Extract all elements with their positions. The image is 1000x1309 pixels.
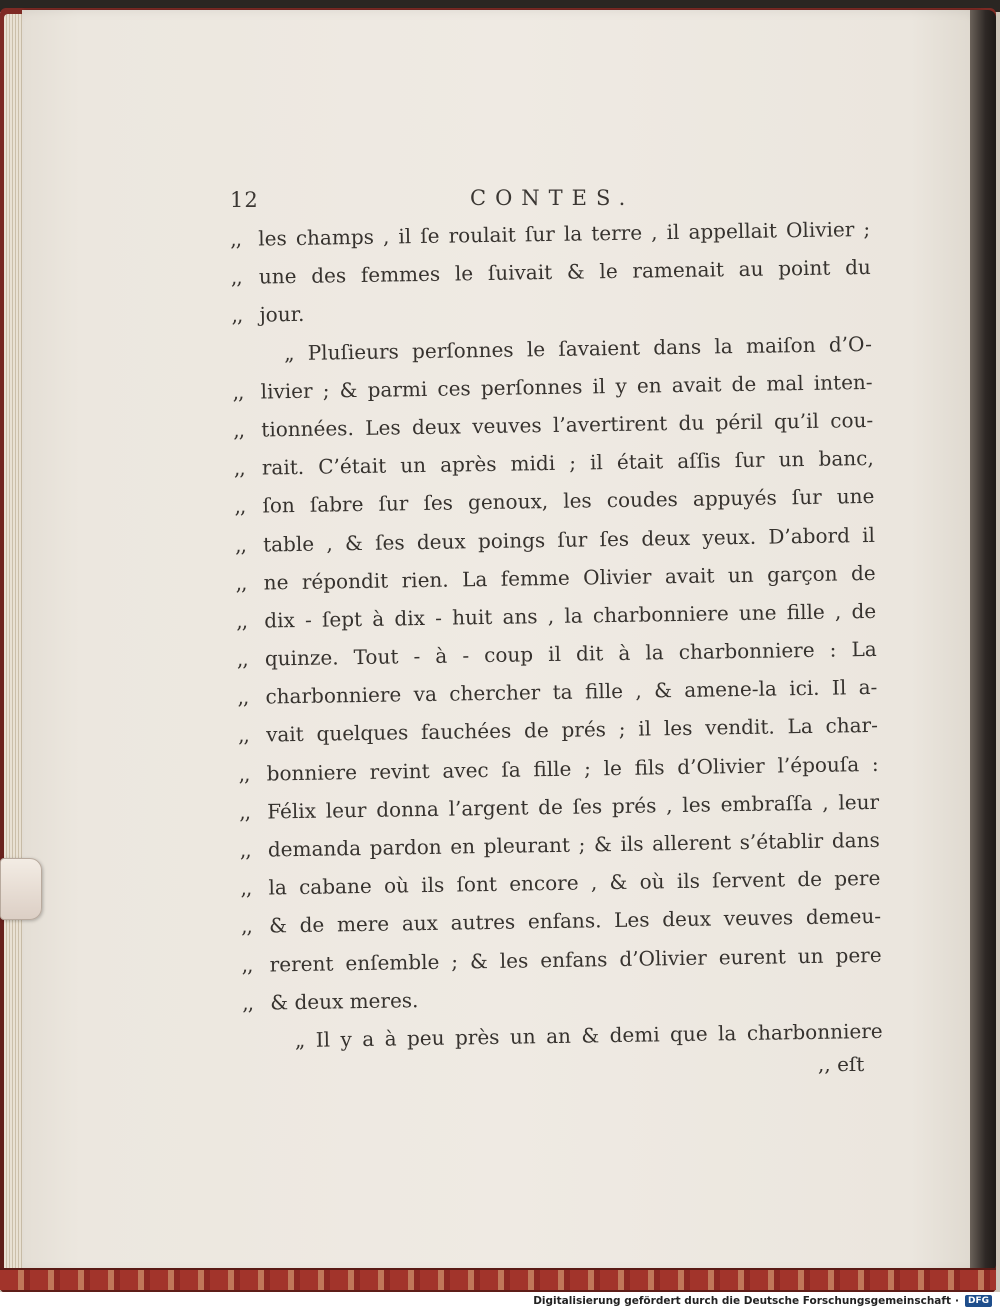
quote-mark: ,,	[237, 723, 250, 748]
quote-mark: ,,	[238, 761, 250, 786]
line-text: ne répondit rien. La femme Olivier avait un garçon de	[263, 560, 876, 595]
quote-mark: ,,	[231, 303, 243, 328]
line-text: la cabane où ils ſont encore , & où ils ſervent de pere	[268, 866, 881, 900]
line-text: livier ; & parmi ces perſonnes il y en avait de mal inten-	[260, 369, 873, 404]
credit-text: Digitalisierung gefördert durch die Deutsche Forschungsgemeinschaft	[533, 1294, 951, 1307]
line-text: & de mere aux autres enfans. Les deux veuves demeu-	[268, 904, 882, 938]
line-text: & deux meres.	[270, 987, 419, 1015]
line-text: dix - ſept à dix - huit ans , la charbonniere une fille , de	[264, 598, 877, 633]
page-tab-marker	[0, 858, 42, 920]
line-text: rerent enſemble ; & les enfans d’Olivier eurent un pere	[269, 942, 882, 977]
quote-mark: ,,	[230, 265, 242, 290]
line-text: rait. C’était un après midi ; il était aſſis ſur un banc,	[261, 446, 874, 480]
page-number: 12	[230, 188, 259, 212]
quote-mark: ,,	[233, 417, 245, 442]
quote-mark: ,,	[232, 379, 244, 404]
cover-gilt-trim	[0, 1268, 996, 1290]
line-text: une des femmes le ſuivait & le ramenait au point du	[258, 255, 871, 289]
quote-mark: ,,	[239, 799, 251, 824]
line-text: ſon ſabre ſur ſes genoux, les coudes appuyés ſur une	[262, 484, 875, 518]
dfg-logo: DFG	[965, 1295, 992, 1307]
quote-mark: ,,	[242, 990, 254, 1015]
line-text: tionnées. Les deux veuves l’avertirent du péril qu’il cou-	[261, 407, 874, 442]
catchword: ,, eſt	[818, 1052, 865, 1076]
line-text: Félix leur donna l’argent de ſes prés , les embraſſa , leur	[267, 789, 880, 824]
body-text	[230, 210, 883, 1060]
line-text: table , & ſes deux poings ſur ſes deux yeux. D’abord il	[262, 522, 876, 557]
line-text: quinze. Tout - à - coup il dit à la charbonniere : La	[264, 636, 877, 671]
quote-mark: ,,	[240, 875, 252, 901]
quote-mark: ,,	[236, 646, 248, 672]
quote-mark: ,,	[241, 952, 253, 977]
line-text: charbonniere va chercher ta fille , & amene-la ici. Il a-	[265, 675, 878, 709]
quote-mark: ,,	[234, 494, 246, 519]
running-head: CONTES.	[470, 186, 635, 210]
quote-mark: ,,	[233, 455, 245, 481]
digitization-credit-bar: Digitalisierung gefördert durch die Deutsche Forschungsgemeinschaft · DFG	[0, 1292, 1000, 1309]
line-text: „ Pluſieurs perſonnes le ſavaient dans la maiſon d’O-	[283, 331, 873, 365]
line-text: vait quelques fauchées de prés ; il les vendit. La char-	[265, 713, 879, 747]
line-text: jour.	[259, 302, 305, 327]
book-spine-edge	[970, 10, 996, 1272]
line-text: les champs , il ſe roulait ſur la terre , il appellait Olivier ;	[258, 216, 871, 251]
quote-mark: ,,	[235, 570, 247, 595]
line-text: demanda pardon en pleurant ; & ils allerent s’établir dans	[267, 827, 880, 862]
quote-mark: ,,	[239, 837, 251, 862]
quote-mark: ,,	[234, 532, 247, 557]
quote-mark: ,,	[230, 226, 242, 251]
line-text: „ Il y a à peu près un an & demi que la charbonniere	[294, 1018, 883, 1053]
quote-mark: ,,	[240, 914, 253, 939]
quote-mark: ,,	[237, 685, 249, 710]
quote-mark: ,,	[236, 608, 248, 633]
line-text: bonniere revint avec ſa fille ; le fils d’Olivier l’épouſa :	[266, 751, 879, 786]
